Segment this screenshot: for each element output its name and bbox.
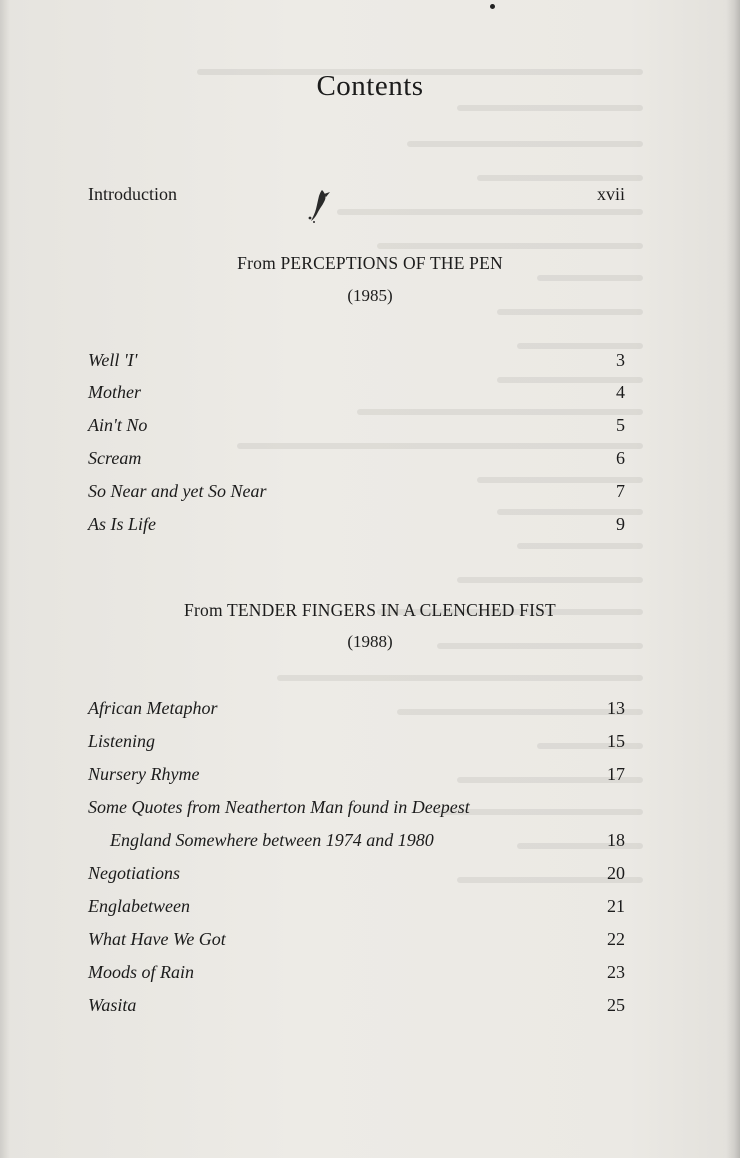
toc-entry-title: Listening [88,731,156,751]
toc-row [88,411,625,439]
toc-entry-title: What Have We Got [88,929,226,949]
toc-row [88,892,625,920]
page-title: Contents [316,70,424,102]
toc-row [88,793,625,821]
toc-entry-page: 21 [607,896,625,916]
ink-blot-ornament [306,188,332,224]
toc-entry-page: 20 [607,863,625,883]
toc-row [88,991,625,1019]
toc-row [88,859,625,887]
toc-entry-title: Negotiations [88,863,181,883]
toc-entry-page: 4 [616,382,625,402]
toc-entry-title: Mother [88,382,141,402]
toc-entry-page: 7 [616,481,625,501]
toc-entry-page: 22 [607,929,625,949]
toc-entry-page: 13 [607,698,625,718]
toc-row [88,378,625,406]
section-heading: From PERCEPTIONS OF THE PEN [237,253,503,273]
toc-entry-page: 23 [607,962,625,982]
toc-entry-title: Introduction [88,184,177,204]
toc-row [88,346,625,374]
toc-entry-title: So Near and yet So Near [88,481,267,501]
toc-row [88,444,625,472]
toc-row [88,477,625,505]
toc-entry-title: Moods of Rain [88,962,194,982]
page-gutter-shadow [0,0,10,1158]
toc-entry-page: 5 [616,415,625,435]
toc-entry-page: 3 [616,350,625,370]
toc-row-introduction [88,180,625,208]
toc-entry-title: Some Quotes from Neatherton Man found in Deepest [88,797,470,817]
toc-entry-title: England Somewhere between 1974 and 1980 [110,830,434,850]
toc-entry-title: As Is Life [88,514,157,534]
toc-entry-title: Englabetween [88,896,190,916]
ink-speck [490,4,495,9]
section-year: (1985) [347,286,393,305]
toc-row [88,925,625,953]
toc-entry-page: 9 [616,514,625,534]
toc-entry-title: Scream [88,448,142,468]
toc-row [88,958,625,986]
section-heading: From TENDER FINGERS IN A CLENCHED FIST [184,600,556,620]
toc-entry-title: Ain't No [88,415,148,435]
toc-entry-page: 18 [607,830,625,850]
toc-entry-page: 15 [607,731,625,751]
toc-entry-title: Well 'I' [88,350,138,370]
toc-row [88,694,625,722]
page-edge-shadow [726,0,740,1158]
toc-entry-page: 6 [616,448,625,468]
toc-row [88,510,625,538]
toc-entry-title: Nursery Rhyme [88,764,200,784]
toc-entry-page: 25 [607,995,625,1015]
section-year: (1988) [347,632,393,651]
toc-row [88,760,625,788]
toc-entry-title: African Metaphor [88,698,218,718]
toc-entry-page: xvii [596,184,625,204]
toc-row [88,826,625,854]
toc-entry-title: Wasita [88,995,137,1015]
toc-entry-page: 17 [607,764,625,784]
toc-row [88,727,625,755]
